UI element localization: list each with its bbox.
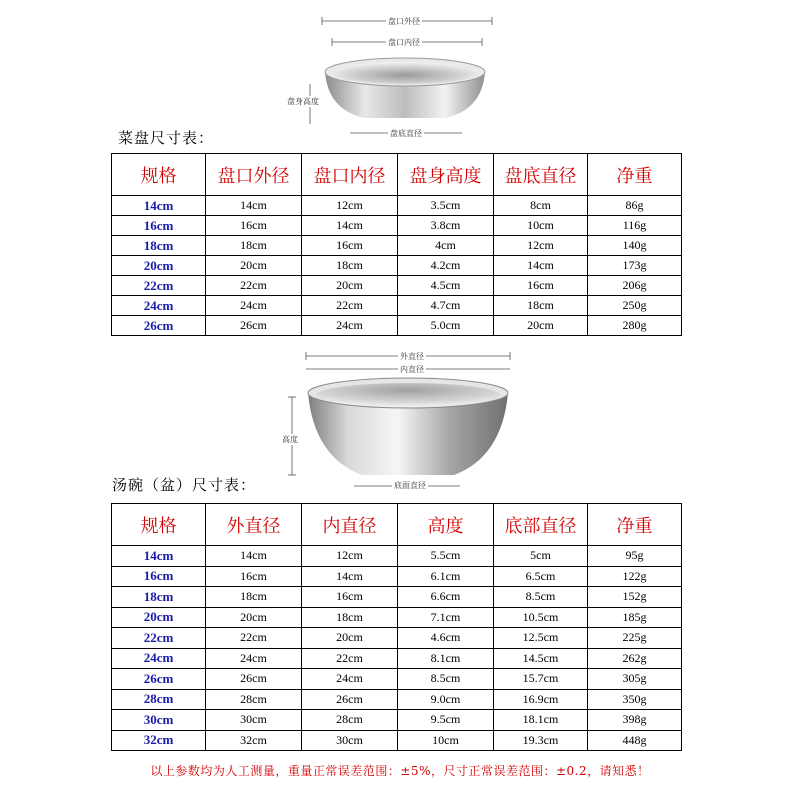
table-cell: 4.5cm [398,276,494,296]
size-cell: 18cm [112,587,206,608]
size-cell: 16cm [112,566,206,587]
table-row [112,648,682,669]
table-cell: 305g [588,669,682,690]
table-row [112,236,682,256]
table-cell: 4.7cm [398,296,494,316]
table-cell: 9.5cm [398,710,494,731]
table-cell: 185g [588,607,682,628]
table-cell: 20cm [206,256,302,276]
table-cell: 8.5cm [398,669,494,690]
table-cell: 5cm [494,546,588,567]
table-cell: 116g [588,216,682,236]
table-cell: 3.5cm [398,196,494,216]
bowl-header-cell: 规格 [112,504,206,546]
table-cell: 16cm [302,587,398,608]
plate-header-cell: 盘口外径 [206,154,302,196]
table-row [112,296,682,316]
table-cell: 140g [588,236,682,256]
size-cell: 16cm [112,216,206,236]
plate-size-table [111,153,682,336]
size-cell: 26cm [112,669,206,690]
bowl-header-cell: 外直径 [206,504,302,546]
bowl-bottom-diameter-label: 底面直径 [394,481,426,490]
plate-table-caption: 菜盘尺寸表： [118,129,215,147]
table-cell: 22cm [302,648,398,669]
table-cell: 206g [588,276,682,296]
table-cell: 14cm [494,256,588,276]
table-cell: 398g [588,710,682,731]
table-cell: 8.1cm [398,648,494,669]
table-cell: 10cm [494,216,588,236]
table-cell: 30cm [302,730,398,751]
bowl-header-row [112,504,682,546]
table-cell: 18cm [494,296,588,316]
table-cell: 12.5cm [494,628,588,649]
table-cell: 24cm [302,669,398,690]
table-cell: 18cm [206,236,302,256]
size-cell: 24cm [112,296,206,316]
table-cell: 350g [588,689,682,710]
size-cell: 22cm [112,628,206,649]
bowl-table-caption: 汤碗（盆）尺寸表： [112,476,257,494]
table-cell: 14cm [302,216,398,236]
table-row [112,730,682,751]
table-cell: 14cm [206,546,302,567]
table-cell: 448g [588,730,682,751]
size-cell: 20cm [112,256,206,276]
measurement-note: 以上参数均为人工测量，重量正常误差范围：±5%，尺寸正常误差范围：±0.2，请知悉！ [150,764,650,778]
table-cell: 10.5cm [494,607,588,628]
table-cell: 18cm [302,607,398,628]
table-row [112,566,682,587]
table-cell: 24cm [302,316,398,336]
table-cell: 6.1cm [398,566,494,587]
table-cell: 22cm [206,276,302,296]
bowl-inner-diameter-label: 内直径 [400,365,424,374]
plate-height-label: 盘身高度 [287,97,319,106]
table-cell: 5.5cm [398,546,494,567]
table-cell: 12cm [302,546,398,567]
size-cell: 32cm [112,730,206,751]
table-cell: 32cm [206,730,302,751]
table-cell: 18cm [302,256,398,276]
size-cell: 24cm [112,648,206,669]
table-cell: 26cm [206,316,302,336]
size-cell: 26cm [112,316,206,336]
bowl-header-cell: 高度 [398,504,494,546]
table-cell: 16cm [494,276,588,296]
table-cell: 24cm [206,296,302,316]
bowl-header-cell: 内直径 [302,504,398,546]
table-cell: 86g [588,196,682,216]
table-row [112,276,682,296]
table-cell: 5.0cm [398,316,494,336]
table-cell: 9.0cm [398,689,494,710]
table-cell: 262g [588,648,682,669]
table-row [112,628,682,649]
table-row [112,669,682,690]
table-row [112,607,682,628]
table-cell: 28cm [206,689,302,710]
table-cell: 20cm [206,607,302,628]
table-cell: 22cm [302,296,398,316]
table-row [112,587,682,608]
size-cell: 28cm [112,689,206,710]
table-cell: 250g [588,296,682,316]
table-cell: 14cm [206,196,302,216]
plate-inner-diameter-label: 盘口内径 [388,38,420,47]
table-cell: 122g [588,566,682,587]
table-cell: 173g [588,256,682,276]
table-cell: 4.2cm [398,256,494,276]
table-row [112,710,682,731]
table-cell: 14cm [302,566,398,587]
size-cell: 14cm [112,196,206,216]
table-cell: 7.1cm [398,607,494,628]
table-cell: 20cm [494,316,588,336]
table-cell: 6.6cm [398,587,494,608]
table-cell: 19.3cm [494,730,588,751]
table-cell: 28cm [302,710,398,731]
bowl-height-label: 高度 [282,435,298,444]
table-cell: 20cm [302,276,398,296]
table-row [112,216,682,236]
table-cell: 26cm [206,669,302,690]
table-cell: 3.8cm [398,216,494,236]
table-cell: 16cm [206,216,302,236]
bowl-size-table [111,503,682,751]
bowl-header-cell: 净重 [588,504,682,546]
table-row [112,689,682,710]
plate-header-row [112,154,682,196]
table-cell: 95g [588,546,682,567]
table-cell: 22cm [206,628,302,649]
table-row [112,316,682,336]
table-cell: 280g [588,316,682,336]
size-cell: 20cm [112,607,206,628]
plate-outer-diameter-label: 盘口外径 [388,17,420,26]
size-cell: 18cm [112,236,206,256]
table-cell: 16.9cm [494,689,588,710]
table-cell: 16cm [206,566,302,587]
table-cell: 4cm [398,236,494,256]
table-cell: 8.5cm [494,587,588,608]
table-cell: 6.5cm [494,566,588,587]
table-cell: 18cm [206,587,302,608]
plate-header-cell: 净重 [588,154,682,196]
bowl-outer-diameter-label: 外直径 [400,352,424,361]
plate-header-cell: 规格 [112,154,206,196]
size-cell: 30cm [112,710,206,731]
table-row [112,256,682,276]
table-cell: 15.7cm [494,669,588,690]
table-cell: 12cm [302,196,398,216]
table-row [112,196,682,216]
table-cell: 8cm [494,196,588,216]
table-cell: 18.1cm [494,710,588,731]
table-cell: 20cm [302,628,398,649]
table-cell: 12cm [494,236,588,256]
table-cell: 152g [588,587,682,608]
plate-bottom-diameter-label: 盘底直径 [390,129,422,138]
size-cell: 14cm [112,546,206,567]
plate-header-cell: 盘身高度 [398,154,494,196]
table-cell: 30cm [206,710,302,731]
plate-diagram [270,10,530,140]
table-cell: 24cm [206,648,302,669]
plate-header-cell: 盘底直径 [494,154,588,196]
table-cell: 26cm [302,689,398,710]
table-cell: 10cm [398,730,494,751]
table-cell: 14.5cm [494,648,588,669]
bowl-header-cell: 底部直径 [494,504,588,546]
size-cell: 22cm [112,276,206,296]
plate-header-cell: 盘口内径 [302,154,398,196]
table-row [112,546,682,567]
table-cell: 16cm [302,236,398,256]
table-cell: 225g [588,628,682,649]
table-cell: 4.6cm [398,628,494,649]
